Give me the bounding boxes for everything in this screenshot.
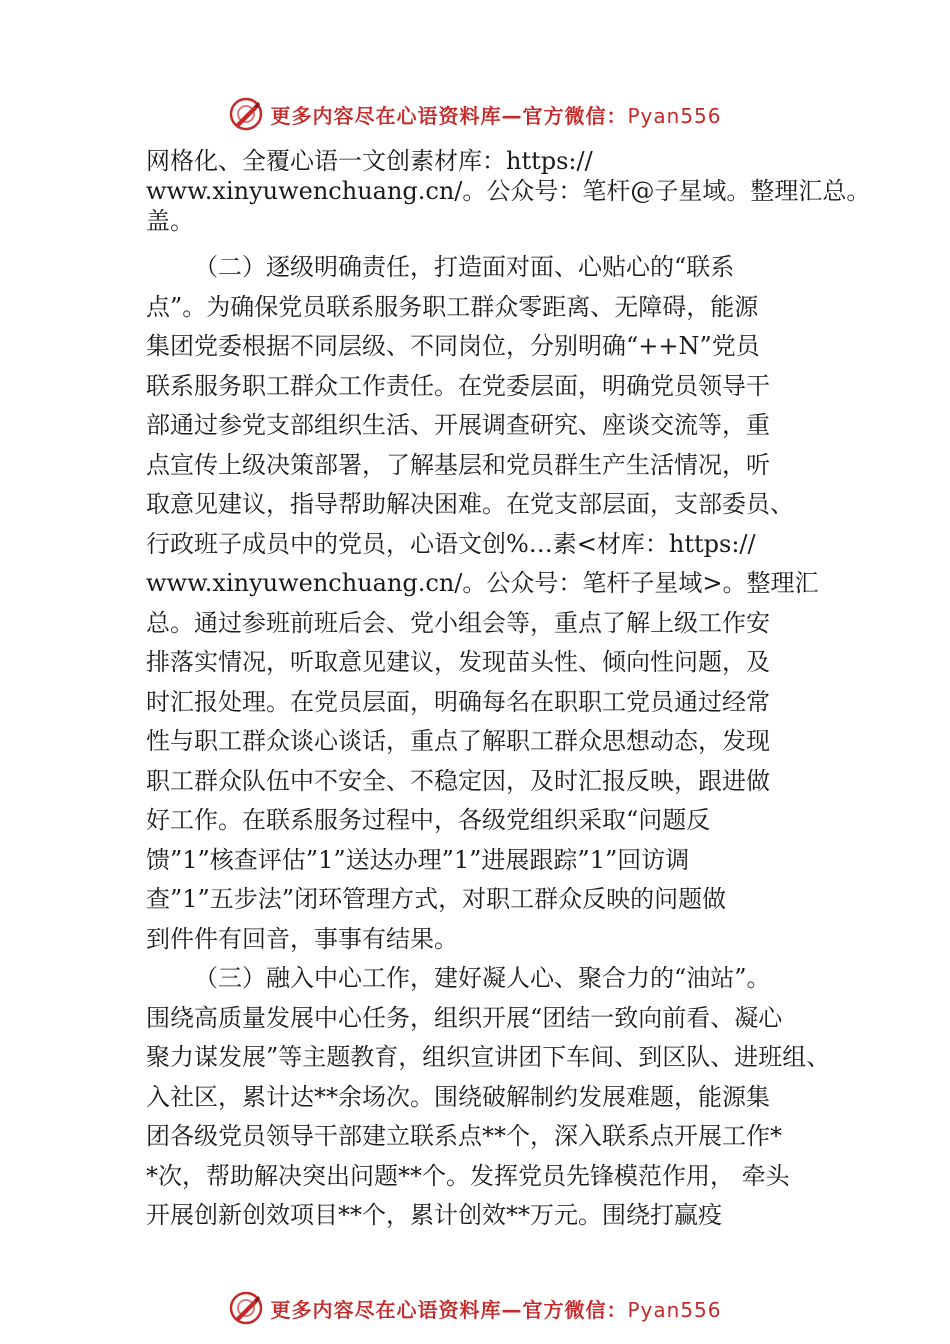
paragraph-line: 行政班子成员中的党员，心语文创%…素<材库：https:// (146, 529, 756, 558)
paragraph-line: 开展创新创效项目**个，累计创效**万元。围绕打赢疫 (146, 1201, 722, 1229)
intro-paragraph (146, 146, 871, 236)
paragraph-line: 点宣传上级决策部署，了解基层和党员群生产生活情况，听 (146, 450, 770, 479)
intro-line: 盖。 (146, 207, 194, 235)
paragraph-line: 馈”1”核查评估”1”送达办理”1”进展跟踪”1”回访调 (146, 845, 690, 874)
paragraph-line: 时汇报处理。在党员层面，明确每名在职职工党员通过经常 (146, 687, 770, 716)
paragraph-line: 入社区，累计达**余场次。围绕破解制约发展难题，能源集 (146, 1082, 770, 1111)
paragraph-line: *次，帮助解决突出问题**个。发挥党员先锋模范作用， 牵头 (146, 1161, 790, 1190)
paragraph-line: 聚力谋发展”等主题教育，组织宣讲团下车间、到区队、进班组、 (146, 1043, 831, 1071)
footer-banner (0, 1288, 950, 1328)
section-2-paragraph (146, 248, 846, 959)
paragraph-line: 部通过参党支部组织生活、开展调查研究、座谈交流等，重 (146, 411, 770, 439)
paragraph-line: 好工作。在联系服务过程中，各级党组织采取“问题反 (146, 806, 711, 834)
banner-handle: Pyan556 (627, 1297, 722, 1322)
section-3-paragraph (146, 959, 846, 1236)
paragraph-line: 总。通过参班前班后会、党小组会等，重点了解上级工作安 (146, 608, 770, 637)
paragraph-line: www.xinyuwenchuang.cn/。公众号：笔杆子星域>。整理汇 (146, 569, 819, 597)
paragraph-line: 职工群众队伍中不安全、不稳定因，及时汇报反映，跟进做 (146, 766, 770, 795)
section-3-heading-line: （三）融入中心工作，建好凝人心、聚合力的“油站”。 (194, 964, 771, 992)
paragraph-line: 集团党委根据不同层级、不同岗位，分别明确“++N”党员 (146, 332, 760, 360)
paragraph-line: 团各级党员领导干部建立联系点**个，深入联系点开展工作* (146, 1122, 782, 1150)
paragraph-line: 查”1”五步法”闭环管理方式，对职工群众反映的问题做 (146, 885, 727, 913)
intro-line: www.xinyuwenchuang.cn/。公众号：笔杆@子星域。整理汇总。 (146, 177, 871, 205)
banner-handle: Pyan556 (627, 103, 722, 128)
pen-logo-icon (228, 96, 264, 132)
section-2-heading-line: （二）逐级明确责任，打造面对面、心贴心的“联系 (194, 253, 735, 281)
banner-text: 更多内容尽在心语资料库—官方微信：Pyan556 (270, 1297, 722, 1322)
paragraph-line: 排落实情况，听取意见建议，发现苗头性、倾向性问题，及 (146, 648, 770, 676)
document-body (146, 146, 871, 1236)
paragraph-line: 性与职工群众谈心谈话，重点了解职工群众思想动态，发现 (146, 727, 770, 755)
paragraph-line: 联系服务职工群众工作责任。在党委层面，明确党员领导干 (146, 371, 770, 400)
paragraph-line: 取意见建议，指导帮助解决困难。在党支部层面，支部委员、 (146, 490, 794, 518)
paragraph-line: 围绕高质量发展中心任务，组织开展“团结一致向前看、凝心 (146, 1003, 783, 1032)
paragraph-line: 到件件有回音，事事有结果。 (146, 924, 458, 953)
header-banner (0, 94, 950, 134)
intro-line: 网格化、全覆心语一文创素材库：https:// (146, 147, 593, 175)
banner-text: 更多内容尽在心语资料库—官方微信：Pyan556 (270, 103, 722, 128)
pen-logo-icon (228, 1290, 264, 1326)
paragraph-line: 点”。为确保党员联系服务职工群众零距离、无障碍，能源 (146, 292, 759, 321)
